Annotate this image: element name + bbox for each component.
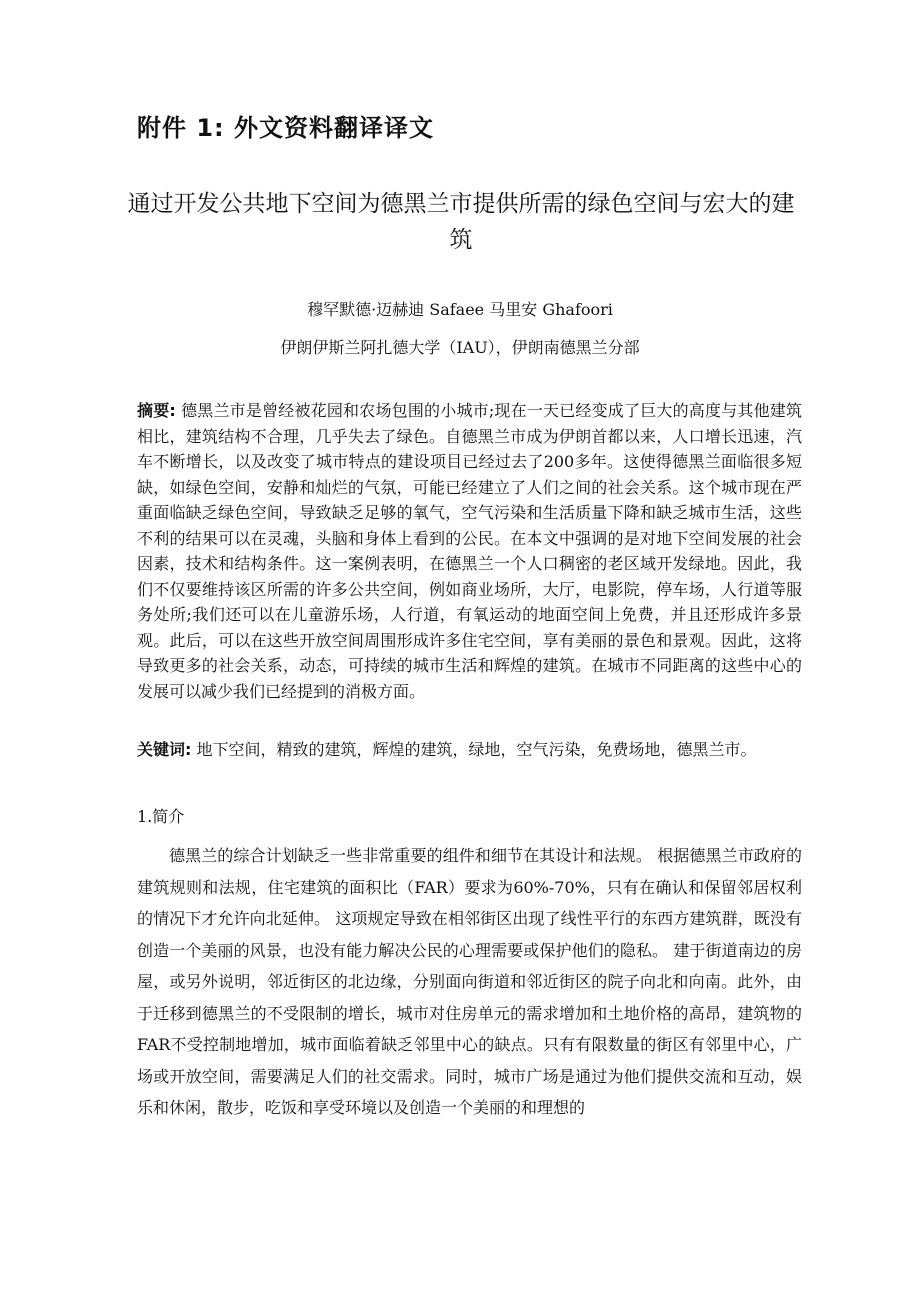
- keywords-label: 关键词:: [137, 740, 192, 759]
- abstract-text: 德黑兰市是曾经被花园和农场包围的小城市;现在一天已经变成了巨大的高度与其他建筑相比，建筑结构不合理，几乎失去了绿色。自德黑兰市成为伊朗首都以来，人口增长迅速，汽车不断增长，以及改变了城市特点的建设项目已经过去了200多年。这使得德黑兰面临很多短缺，如绿色空间，安静和灿烂的气氛，可能已经建立了人们之间的社会关系。这个城市现在严重面临缺乏绿色空间，导致缺乏足够的氧气，空气污染和生活质量下降和缺乏城市生活，这些不利的结果可以在灵魂，头脑和身体上看到的公民。在本文中强调的是对地下空间发展的社会因素，技术和结构条件。这一案例表明，在德黑兰一个人口稠密的老区域开发绿地。因此，我们不仅要维持该区所需的许多公共空间，例如商业场所，大厅，电影院，停车场，人行道等服务处所;我们还可以在儿童游乐场，人行道，有氧运动的地面空间上免费，并且还形成许多景观。此后，可以在这些开放空间周围形成许多住宅空间，享有美丽的景色和景观。因此，这将导致更多的社会关系，动态，可持续的城市生活和辉煌的建筑。在城市不同距离的这些中心的发展可以减少我们已经提到的消极方面。: [137, 401, 802, 701]
- abstract-label: 摘要:: [137, 401, 176, 420]
- authors-line: 穆罕默德·迈赫迪 Safaee 马里安 Ghafoori: [307, 300, 613, 319]
- abstract-paragraph: [137, 398, 802, 704]
- affiliation-line: 伊朗伊斯兰阿扎德大学（IAU），伊朗南德黑兰分部: [280, 338, 640, 357]
- keywords-paragraph: [137, 734, 802, 766]
- intro-paragraph: 德黑兰的综合计划缺乏一些非常重要的组件和细节在其设计和法规。 根据德黑兰市政府的建筑规则和法规，住宅建筑的面积比（FAR）要求为60%-70%，只有在确认和保留邻居权利的情况下才允许向北延伸。 这项规定导致在相邻街区出现了线性平行的东西方建筑群，既没有创造一个美丽的风景，也没有能力解决公民的心理需要或保护他们的隐私。 建于街道南边的房屋，或另外说明，邻近街区的北边缘，分别面向街道和邻近街区的院子向北和向南。此外，由于迁移到德黑兰的不受限制的增长，城市对住房单元的需求增加和土地价格的高昂，建筑物的FAR不受控制地增加，城市面临着缺乏邻里中心的缺点。只有有限数量的街区有邻里中心，广场或开放空间，需要满足人们的社交需求。同时，城市广场是通过为他们提供交流和互动，娱乐和休闲，散步，吃饭和享受环境以及创造一个美丽的和理想的: [137, 846, 802, 1117]
- appendix-heading: 附件 1: 外文资料翻译译文: [137, 114, 435, 142]
- keywords-text: 地下空间，精致的建筑，辉煌的建筑，绿地，空气污染，免费场地，德黑兰市。: [191, 740, 757, 759]
- document-title: 通过开发公共地下空间为德黑兰市提供所需的绿色空间与宏大的建筑: [127, 191, 795, 253]
- section-heading-intro: 1.简介: [137, 807, 185, 826]
